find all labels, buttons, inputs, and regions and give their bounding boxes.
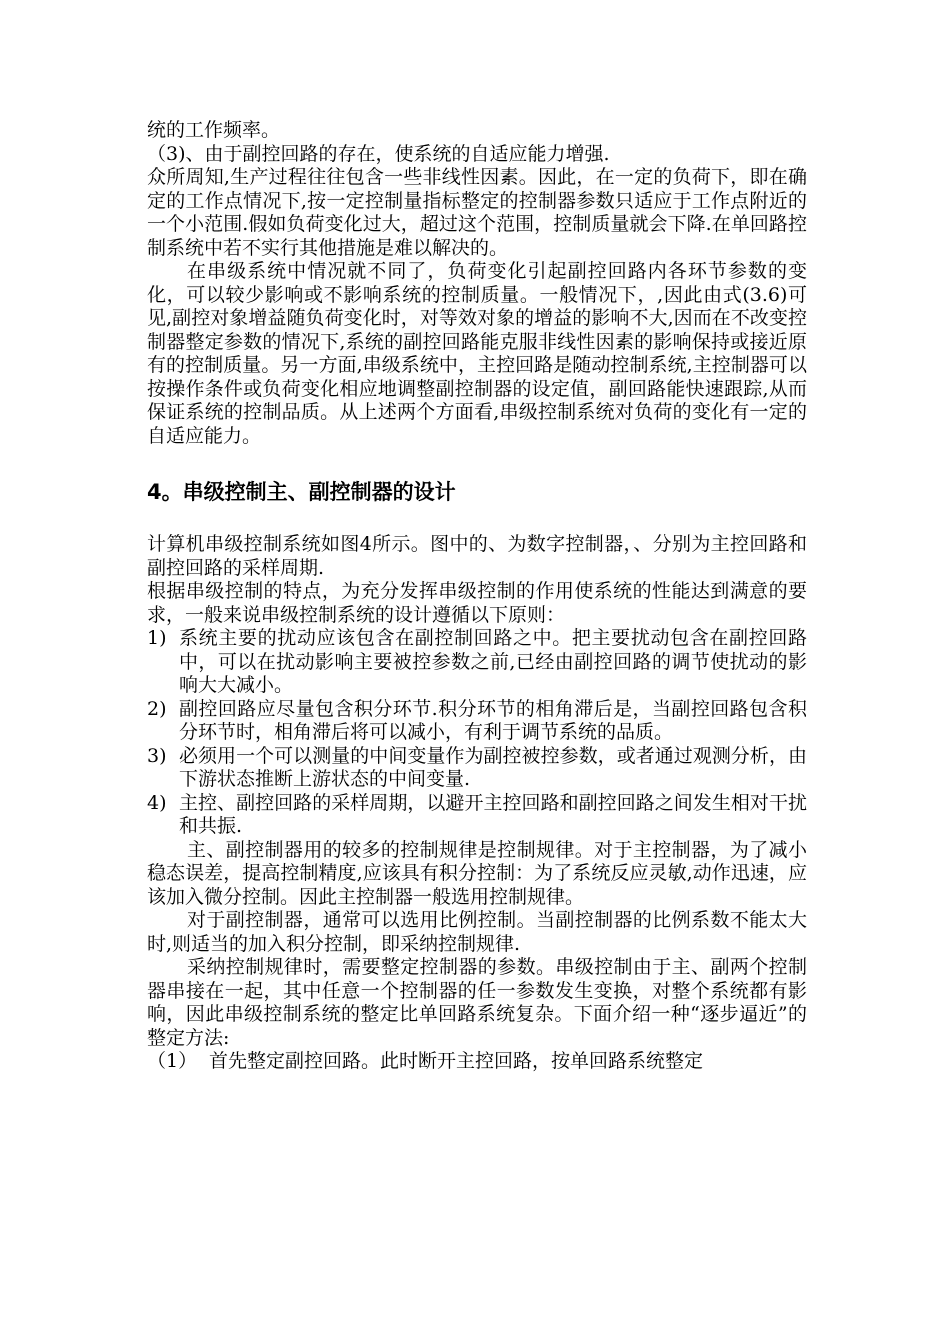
- list-item-text: 副控回路应尽量包含积分环节.积分环节的相角滞后是，当副控回路包含积分环节时，相角滞后将可以减小，有利于调节系统的品质。: [179, 697, 807, 743]
- section-heading: 4。串级控制主、副控制器的设计: [147, 480, 456, 504]
- list-item: [147, 745, 807, 792]
- paragraph-continuation: 统的工作频率。: [147, 119, 281, 141]
- paragraph-secondary-controller: 对于副控制器，通常可以选用比例控制。当副控制器的比例系数不能太大时,则适当的加入积分控制，即采纳控制规律.: [147, 909, 807, 955]
- list-item-number: 3): [147, 744, 167, 767]
- paragraph-point-3: （3)、由于副控回路的存在，使系统的自适应能力增强.: [147, 142, 610, 165]
- list-item-text: 必须用一个可以测量的中间变量作为副控被控参数，或者通过观测分析，由下游状态推断上游状态的中间变量.: [179, 744, 807, 790]
- paragraph-tuning: 采纳控制规律时，需要整定控制器的参数。串级控制由于主、副两个控制器串接在一起，其中任意一个控制器的任一参数发生变换，对整个系统都有影响，因此串级控制系统的整定比单回路系统复杂。下面介绍一种“逐步逼近”的整定方法:: [147, 956, 807, 1049]
- document-body: [147, 119, 807, 1074]
- list-item-number: 2): [147, 697, 167, 720]
- paragraph-design-principles: 根据串级控制的特点，为充分发挥串级控制的作用使系统的性能达到满意的要求，一般来说串级控制系统的设计遵循以下原则：: [147, 580, 807, 626]
- list-item-number: 1): [147, 627, 167, 649]
- list-item: [147, 698, 807, 745]
- list-item-number: 4): [147, 791, 167, 814]
- list-item-text: 主控、副控回路的采样周期，以避开主控回路和副控回路之间发生相对干扰和共振.: [179, 791, 807, 837]
- paragraph-cascade-adaptive: 在串级系统中情况就不同了，负荷变化引起副控回路内各环节参数的变化，可以较少影响或不影响系统的控制质量。一般情况下，,因此由式(3.6)可见,副控对象增益随负荷变化时，对等效对象的增益的影响不大,因而在不改变控制器整定参数的情况下,系统的副控回路能克服非线性因素的影响保持或接近原有的控制质量。另一方面,串级系统中，主控回路是随动控制系统,主控制器可以按操作条件或负荷变化相应地调整副控制器的设定值，副回路能快速跟踪,从而保证系统的控制品质。从上述两个方面看,串级控制系统对负荷的变化有一定的自适应能力。: [147, 260, 807, 447]
- paragraph-nonlinear: 众所周知,生产过程往往包含一些非线性因素。因此，在一定的负荷下，即在确定的工作点情况下,按一定控制量指标整定的控制器参数只适应于工作点附近的一个小范围.假如负荷变化过大，超过这个范围，控制质量就会下降.在单回路控制系统中若不实行其他措施是难以解决的。: [147, 166, 807, 259]
- step-text: 首先整定副控回路。此时断开主控回路，按单回路系统整定: [209, 1050, 704, 1072]
- list-item-text: 系统主要的扰动应该包含在副控制回路之中。把主要扰动包含在副控回路中，可以在扰动影响主要被控参数之前,已经由副控回路的调节使扰动的影响大大减小。: [179, 627, 807, 696]
- tuning-step-1: [147, 1050, 807, 1074]
- list-item: [147, 627, 807, 698]
- step-number: （1）: [147, 1050, 198, 1072]
- paragraph-system-intro: 计算机串级控制系统如图4所示。图中的、为数字控制器，、分别为主控回路和副控回路的采样周期.: [147, 533, 807, 579]
- design-rules-list: [147, 627, 807, 839]
- list-item: [147, 792, 807, 839]
- paragraph-control-law: 主、副控制器用的较多的控制规律是控制规律。对于主控制器，为了减小稳态误差，提高控制精度,应该具有积分控制：为了系统反应灵敏,动作迅速，应该加入微分控制。因此主控制器一般选用控制规律。: [147, 838, 807, 908]
